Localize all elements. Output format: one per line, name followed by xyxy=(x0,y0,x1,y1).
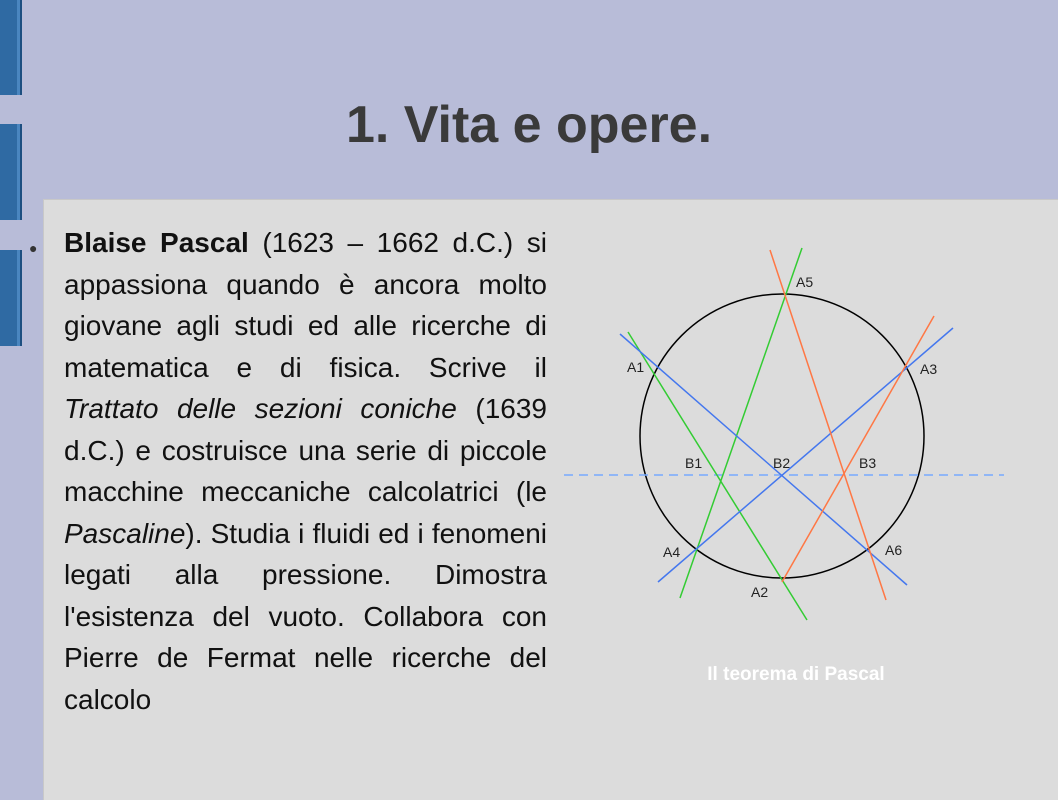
slide-title: 1. Vita e opere. xyxy=(345,96,713,154)
side-tab-3 xyxy=(0,250,22,346)
pascal-theorem-diagram xyxy=(560,240,1010,650)
label-a3: A3 xyxy=(920,361,938,377)
bullet-icon: ● xyxy=(29,240,38,256)
blue-line-a3-a4 xyxy=(658,328,953,582)
paragraph-text-2: (1639 d.C.) e costruisce una serie di piccole macchine meccaniche calcolatrici (le xyxy=(64,393,547,507)
label-a2: A2 xyxy=(751,584,769,600)
name-bold: Blaise Pascal xyxy=(64,227,249,258)
label-a1: A1 xyxy=(627,359,645,375)
paragraph-text-1: (1623 – 1662 d.C.) si appassiona quando è ancora molto giovane agli studi ed alle ricerche di matematica e di fisica. Scrive il xyxy=(64,227,547,383)
conic-circle xyxy=(640,294,924,578)
label-b2: B2 xyxy=(773,455,791,471)
label-b1: B1 xyxy=(685,455,703,471)
label-a5: A5 xyxy=(796,274,814,290)
label-a6: A6 xyxy=(885,542,903,558)
treatise-title: Trattato delle sezioni coniche xyxy=(64,393,457,424)
pascaline-term: Pascaline xyxy=(64,517,186,549)
label-a4: A4 xyxy=(663,544,681,560)
paragraph-text-3: ). Studia i fluidi ed i fenomeni legati alla pressione. Dimostra l'esistenza del vuoto. Collabora con Pierre de Fermat nelle ricerche del calcolo xyxy=(64,517,547,715)
label-b3: B3 xyxy=(859,455,877,471)
orange-line-a5-a6 xyxy=(770,250,886,600)
side-tab-1 xyxy=(0,0,22,95)
body-paragraph xyxy=(64,222,547,720)
figure-caption: Il teorema di Pascal xyxy=(707,664,885,685)
